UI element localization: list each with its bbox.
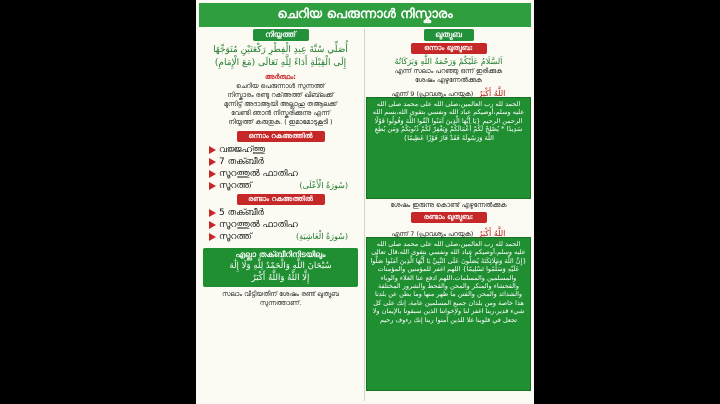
second-khutba-label: രണ്ടാം ഖുത്വുബ: — [411, 212, 487, 223]
list-item — [199, 156, 362, 168]
first-rakat-label: ഒന്നാം റകഅത്തിൽ — [237, 131, 325, 142]
salam-arabic: اَلسَّلَامُ عَلَيْكُمْ وَرَحْمَةُ اللَّهِ وَبَرَكَاتُهُ — [394, 57, 503, 66]
nine-times-note: എന്ന് 9 (പ്രാവശ്യം പറയുക) — [391, 90, 474, 98]
column-divider — [364, 29, 365, 401]
first-khutba-text: الحمد لله رب العالمين،صلى الله على محمد صلى الله عليه وسلم،أوصيكم عباد الله ونفسي بتقوى الله،بسم الله الرحمن الرحيم {يَا أَيُّهَا الَّذِينَ آمَنُوا اتَّقُوا اللَّهَ وَقُولُوا قَوْلًا سَدِيدًا * يُصْلِحْ لَكُمْ أَعْمَالَكُمْ وَيَغْفِرْ لَكُمْ ذُنُوبَكُمْ وَمَن يُطِعِ اللَّهَ وَرَسُولَهُ فَقَدْ فَازَ فَوْزًا عَظِيمًا} — [366, 97, 531, 199]
second-rakat-label: രണ്ടാം റകഅത്തിൽ — [237, 194, 325, 205]
list-item — [199, 180, 362, 192]
item-text: 7 തക്ബീർ — [219, 157, 264, 167]
page-title: ചെറിയ പെരുന്നാൾ നിസ്കാരം — [199, 3, 531, 27]
item-text: സൂറത്തുൽ ഫാതിഹ — [219, 169, 298, 179]
triangle-bullet-icon — [209, 170, 216, 178]
second-rakat-list — [199, 207, 362, 243]
list-item — [199, 219, 362, 231]
niyyath-label: നിയ്യത്ത് — [253, 29, 309, 41]
list-item — [199, 231, 362, 243]
takbir-label: എല്ലാ തക്ബീറിനിടയിലും — [235, 250, 326, 259]
second-khutba-text: الحمد لله رب العالمين،صلى الله على محمد صلى الله عليه وسلم،أوصيكم عباد الله ونفسي بتقوى الله،قال تعالى {إِنَّ اللَّهَ وَمَلَائِكَتَهُ يُصَلُّونَ عَلَى النَّبِيِّ يَا أَيُّهَا الَّذِينَ آمَنُوا صَلُّوا عَلَيْهِ وَسَلِّمُوا تَسْلِيمًا} اللهم اغفر للمؤمنين والمؤمنات والمسلمين والمسلمات،اللهم ادفع عنا الغلاء والوباء والفحشاء والمنكر والمحن والقحط والشرور المختلفة والشدائد والمحن والفتن ما ظهر منها وما بطن عن بلدنا هذا خاصة ومن بلدان جميع المسلمين عامة، إنك على كل شيء قدير،ربنا اغفر لنا ولإخواننا الذين سبقونا بالإيمان ولا تجعل في قلوبنا غلا للذين آمنوا ربنا إنك رءوف رحيم — [366, 237, 531, 391]
item-text: സൂറത്തുൽ ഫാതിഹ — [219, 220, 298, 230]
artham-line: മുന്നിട്ട് അദാആയി അല്ലാഹു തആലക്ക് — [223, 100, 338, 108]
takbir-box — [203, 248, 358, 287]
niyyath-arabic-line-1: أُصَلِّي سُنَّةَ عِيدِ الْفِطْرِ رَكْعَتَيْنِ مُتَوَجِّهًا — [213, 45, 348, 55]
triangle-bullet-icon — [209, 209, 216, 217]
artham-line: വേണ്ടി ഞാൻ നിസ്കരിക്കുന്നു എന്ന് — [231, 109, 330, 117]
item-text: 5 തക്ബീർ — [219, 208, 264, 218]
first-khutba-label: ഒന്നാം ഖുത്വുബ: — [411, 43, 487, 54]
triangle-bullet-icon — [209, 182, 216, 190]
list-item — [199, 207, 362, 219]
takbir-arabic-line-2: إِلَّا اللَّهُ وَاللَّهُ أَكْبَرُ — [251, 273, 310, 283]
takbir-nine-row — [366, 85, 531, 96]
triangle-bullet-icon — [209, 233, 216, 241]
first-rakat-list — [199, 144, 362, 192]
item-text: സൂറത്ത് — [219, 232, 252, 242]
niyyath-arabic-line-2: إِلَى الْقِبْلَةِ أَدَاءً لِلَّهِ تَعَالَى (مَعَ الْإِمَامِ) — [214, 58, 347, 68]
artham-line: നിസ്കാരം രണ്ടു റക്അത്ത് ഖിബ്‌ലക്ക് — [227, 91, 334, 99]
artham-line: ചെറിയ പെരുന്നാൾ സുന്നത്ത് — [236, 82, 325, 90]
takbir-seven-row — [366, 225, 531, 236]
allahu-akbar-arabic: اللَّهُ أَكْبَرُ — [478, 229, 506, 238]
seven-times-note: എന്ന് 7 (പ്രാവശ്യം പറയുക) — [391, 230, 474, 238]
footer-line: സുന്നത്താണ്. — [259, 299, 302, 307]
artham-text — [199, 82, 362, 127]
item-text: സൂറത്ത് — [219, 181, 252, 191]
triangle-bullet-icon — [209, 146, 216, 154]
footer-line: സലാം വീട്ടിയതിന് ശേഷം രണ്ട് ഖുത്വുബ — [222, 290, 339, 298]
triangle-bullet-icon — [209, 158, 216, 166]
artham-line: നിയ്യത്ത് കരുതുക. ( ഇമാമോടുകൂടി ) — [228, 118, 333, 126]
list-item — [199, 144, 362, 156]
list-item — [199, 168, 362, 180]
left-column — [199, 29, 362, 308]
triangle-bullet-icon — [209, 221, 216, 229]
surah-name-arabic: (سُورَةُ الْأَعْلَى) — [299, 181, 348, 190]
surah-name-arabic: (سُورَةُ الْغَاشِيَةِ) — [295, 232, 348, 241]
item-text: വജ്ജഹ്ത്തു — [219, 145, 266, 155]
sit-note: ശേഷം ഇരുന്നു കൊണ്ട് എഴുന്നേൽക്കുക — [390, 201, 507, 209]
artham-label: അർത്ഥം: — [265, 73, 296, 81]
takbir-arabic-line-1: سُبْحَانَ اللَّهِ وَالْحَمْدُ لِلَّهِ وَلَا إِلَٰهَ — [229, 261, 332, 271]
allahu-akbar-arabic: اللَّهُ أَكْبَرُ — [478, 89, 506, 98]
salam-note: ശേഷം എഴുന്നേൽക്കുക — [415, 76, 482, 84]
right-column — [366, 29, 531, 391]
document-page — [196, 0, 534, 404]
khutba-label: ഖുത്വുബ — [424, 29, 474, 41]
salam-note: എന്ന് സലാം പറഞ്ഞു ഒന്ന് ഇരിക്കുക — [394, 67, 503, 75]
